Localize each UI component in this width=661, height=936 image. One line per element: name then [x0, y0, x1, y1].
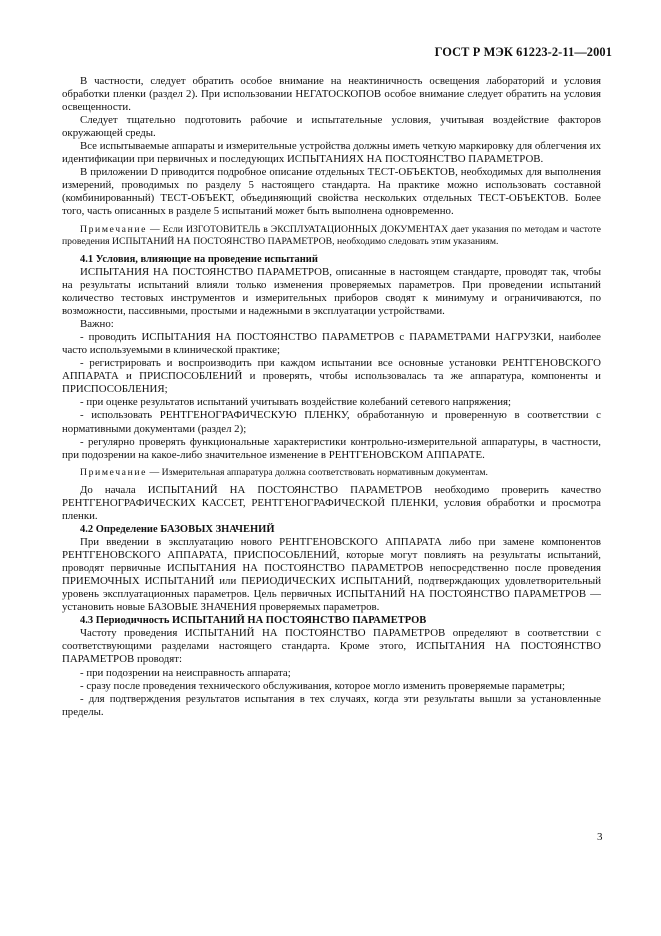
note-label: Примечание	[80, 466, 148, 478]
paragraph: ИСПЫТАНИЯ НА ПОСТОЯНСТВО ПАРАМЕТРОВ, описанные в настоящем стандарте, проводят так, чтобы на результаты испытаний влияли только изменения проверяемых параметров. При проведении испытаний количество тестовых инструментов и измерительных приборов сводят к минимуму и ограничиваются, по возможности, пассивными, простыми и надежными в эксплуатации устройствами.	[62, 265, 601, 318]
list-item: - проводить ИСПЫТАНИЯ НА ПОСТОЯНСТВО ПАРАМЕТРОВ с ПАРАМЕТРАМИ НАГРУЗКИ, наиболее часто используемыми в клинической практике;	[62, 331, 601, 357]
note	[62, 467, 601, 479]
note-text: — Если ИЗГОТОВИТЕЛЬ в ЭКСПЛУАТАЦИОННЫХ ДОКУМЕНТАХ дает указания по методам и частоте проведения ИСПЫТАНИЙ НА ПОСТОЯНСТВО ПАРАМЕТРОВ, необходимо следовать этим указаниям.	[62, 223, 601, 247]
section-heading-4-2: 4.2 Определение БАЗОВЫХ ЗНАЧЕНИЙ	[80, 524, 275, 536]
list-item: - при оценке результатов испытаний учитывать воздействие колебаний сетевого напряжения;	[80, 396, 512, 409]
paragraph: В приложении D приводится подробное описание отдельных ТЕСТ-ОБЪЕКТОВ, необходимых для выполнения измерений, проводимых по разделу 5 настоящего стандарта. На практике можно использовать составной (комбинированный) ТЕСТ-ОБЪЕКТ, объединяющий свойства нескольких отдельных ТЕСТ-ОБЪЕКТОВ. Более того, часть описанных в разделе 5 испытаний может быть выполнена одновременно.	[62, 166, 601, 218]
section-heading-4-3: 4.3 Периодичность ИСПЫТАНИЙ НА ПОСТОЯНСТВО ПАРАМЕТРОВ	[80, 615, 427, 627]
note-label: Примечание	[80, 223, 148, 235]
list-item: - сразу после проведения технического обслуживания, которое могло изменить проверяемые параметры;	[80, 679, 565, 692]
paragraph: Важно:	[80, 318, 114, 331]
list-item: - регистрировать и воспроизводить при каждом испытании все основные установки РЕНТГЕНОВСКОГО АППАРАТА и ПРИСПОСОБЛЕНИЙ и проверять, чтобы использовалась та же аппаратура, компоненты и ПРИСПОСОБЛЕНИЯ;	[62, 357, 601, 396]
page-number: 3	[597, 831, 603, 843]
note	[62, 224, 601, 248]
paragraph: Все испытываемые аппараты и измерительные устройства должны иметь четкую маркировку для облегчения их идентификации при первичных и последующих ИСПЫТАНИЯХ НА ПОСТОЯНСТВО ПАРАМЕТРОВ.	[62, 140, 601, 166]
paragraph: Частоту проведения ИСПЫТАНИЙ НА ПОСТОЯНСТВО ПАРАМЕТРОВ определяют в соответствии с соответствующими разделами настоящего стандарта. Кроме этого, ИСПЫТАНИЯ НА ПОСТОЯНСТВО ПАРАМЕТРОВ проводят:	[62, 627, 601, 666]
list-item: - регулярно проверять функциональные характеристики контрольно-измерительной аппаратуры, в частности, при подозрении на какое-либо значительное изменение в РЕНТГЕНОВСКОМ АППАРАТЕ.	[62, 435, 601, 461]
list-item: - использовать РЕНТГЕНОГРАФИЧЕСКУЮ ПЛЕНКУ, обработанную и проверенную в соответствии с нормативными документами (раздел 2);	[62, 409, 601, 435]
document-body	[62, 75, 601, 719]
section-heading-4-1: 4.1 Условия, влияющие на проведение испытаний	[80, 253, 318, 265]
list-item: - для подтверждения результатов испытания в тех случаях, когда эти результаты вышли за установленные пределы.	[62, 692, 601, 718]
paragraph: До начала ИСПЫТАНИЙ НА ПОСТОЯНСТВО ПАРАМЕТРОВ необходимо проверить качество РЕНТГЕНОГРАФИЧЕСКИХ КАССЕТ, РЕНТГЕНОГРАФИЧЕСКОЙ ПЛЕНКИ, условия обработки и просмотра пленки.	[62, 483, 601, 522]
standard-header: ГОСТ Р МЭК 61223-2-11—2001	[434, 45, 612, 59]
paragraph: При введении в эксплуатацию нового РЕНТГЕНОВСКОГО АППАРАТА либо при замене компонентов РЕНТГЕНОВСКОГО АППАРАТА, ПРИСПОСОБЛЕНИЙ, которые могут повлиять на результаты испытаний, проводят первичные ИСПЫТАНИЯ НА ПОСТОЯНСТВО ПАРАМЕТРОВ непосредственно после проведения ПРИЕМОЧНЫХ ИСПЫТАНИЙ или ПЕРИОДИЧЕСКИХ ИСПЫТАНИЙ, подтверждающих удовлетворительный уровень эксплуатационных параметров. Цель первичных ИСПЫТАНИЙ НА ПОСТОЯНСТВО ПАРАМЕТРОВ — установить новые БАЗОВЫЕ ЗНАЧЕНИЯ проверяемых параметров.	[62, 536, 601, 614]
note-text: — Измерительная аппаратура должна соответствовать нормативным документам.	[147, 466, 488, 478]
list-item: - при подозрении на неисправность аппарата;	[80, 666, 291, 679]
paragraph: В частности, следует обратить особое внимание на неактиничность освещения лабораторий и условия обработки пленки (раздел 2). При использовании НЕГАТОСКОПОВ особое внимание следует обратить на условия освещенности.	[62, 75, 601, 114]
paragraph: Следует тщательно подготовить рабочие и испытательные условия, учитывая воздействие факторов окружающей среды.	[62, 114, 601, 140]
